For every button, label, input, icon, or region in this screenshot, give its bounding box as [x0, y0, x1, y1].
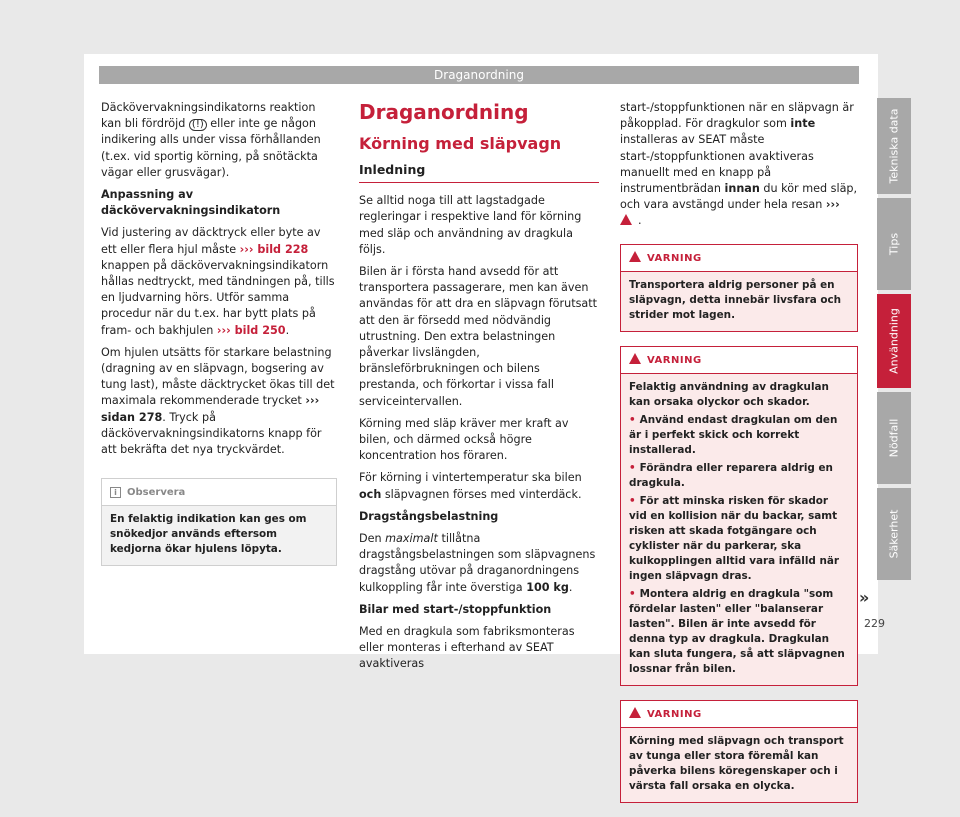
heading-startstop: Bilar med start-/stoppfunktion [359, 602, 552, 616]
warning-body [621, 374, 857, 685]
tab-label: Säkerhet [887, 509, 901, 559]
ref-link-warning[interactable]: ››› [825, 198, 840, 212]
heading-adjust: Anpassning av däckövervakningsindikatorn [101, 188, 281, 218]
page-number: 229 [864, 617, 885, 630]
text-bold: innan [724, 182, 760, 196]
text-italic: maximalt [385, 532, 438, 546]
text: Den [359, 532, 386, 546]
warning-intro: Felaktig användning av dragkulan kan orsaka olyckor och skador. [629, 381, 829, 409]
text: . Tryck på däckövervakningsindikatorns knapp för att bekräfta det nya tryckvärdet. [101, 410, 322, 457]
list-item: • Använd endast dragkulan om den är i perfekt skick och korrekt installerad. [629, 413, 849, 458]
warning-triangle-icon [620, 214, 632, 225]
text: installeras av SEAT måste start-/stoppfunktionen avaktiveras manuellt med en knapp på instrumentbrädan [620, 133, 814, 196]
text: start-/stoppfunktionen när en släpvagn är påkopplad. För dragkulor som [620, 101, 854, 131]
continue-marker: » [859, 588, 870, 607]
warning-label: VARNING [647, 252, 702, 264]
paragraph-purpose: Bilen är i första hand avsedd för att transportera passagerare, men kan även användas för att dra en släpvagn förutsatt att den är försedd med nödvändig utrustning. Den extra belastningen påverkar livslängden, bränsleförbrukningen och bilens prestanda, och förkortar i vissa fall serviceintervallen. [359, 265, 598, 408]
note-header [102, 479, 336, 506]
tab-tekniska-data[interactable] [877, 98, 911, 194]
paragraph-load [101, 345, 337, 458]
section-title: Draganordning [359, 100, 529, 124]
note-box [101, 478, 337, 566]
warning-text: Körning med släpvagn och transport av tunga eller stora föremål kan påverka bilens köregenskaper och i värsta fall orsaka en olycka. [621, 728, 857, 802]
text-bold: och [359, 487, 382, 501]
list-item: • Montera aldrig en dragkula "som fördelar lasten" eller "balanserar lasten". Bilen är inte avsedd för denna typ av dragkula. Dragkulan kan sluta fungera, så att släpvagnen lossnar från bilen. [629, 587, 849, 677]
warning-label: VARNING [647, 709, 702, 721]
warning-triangle-icon [629, 707, 641, 718]
text-bold: inte [790, 117, 816, 131]
paragraph-adjust [101, 225, 337, 338]
warning-header [621, 245, 857, 272]
tab-label: Nödfall [887, 418, 901, 458]
ref-link-228[interactable]: ››› bild 228 [239, 242, 309, 256]
tab-label: Tekniska data [887, 108, 901, 184]
column-middle [359, 100, 599, 679]
warning-box-1 [620, 244, 858, 332]
text: Om hjulen utsätts för starkare belastning (dragning av en släpvagn, bogsering av tung last), måste däcktrycket ökas till det maximala rekommenderade trycket [101, 345, 335, 408]
text: . [568, 580, 573, 594]
text: tillåtna dragstångsbelastningen som släpvagnens dragstång utövar på draganordningens kulkoppling får inte överstiga [359, 532, 596, 594]
paragraph-startstop-cont [620, 100, 858, 230]
warning-list [629, 413, 849, 677]
note-label: Observera [127, 487, 186, 499]
section-subtitle: Körning med släpvagn [359, 134, 562, 153]
text: För körning i vintertemperatur ska bilen [359, 471, 582, 485]
tab-anvandning[interactable] [877, 294, 911, 388]
text: knappen på däckövervakningsindikatorn hållas nedtryckt, med tändningen på, tills en ljudvarning hörs. Utför samma procedur när du t.ex. har bytt plats på fram- och bakhjulen [101, 258, 335, 337]
tab-nodfall[interactable] [877, 392, 911, 484]
text-bold: 100 kg [526, 580, 569, 594]
paragraph-drawbar [359, 531, 599, 596]
list-item: • Förändra eller reparera aldrig en dragkula. [629, 461, 849, 491]
warning-box-2 [620, 346, 858, 686]
paragraph-delay [101, 100, 337, 181]
text: du kör med släp, och vara avstängd under hela resan [620, 182, 858, 212]
warning-text: Transportera aldrig personer på en släpvagn, detta innebär livsfara och strider mot lagen. [621, 272, 857, 331]
warning-header [621, 701, 857, 728]
text: Vid justering av däcktryck eller byte av ett eller flera hjul måste [101, 226, 321, 256]
heading-drawbar: Dragstångsbelastning [359, 509, 499, 523]
note-text: En felaktig indikation kan ges om snökedjor används eftersom kedjorna ökar hjulens löpyta. [102, 506, 336, 565]
paragraph-startstop: Med en dragkula som fabriksmonteras eller monteras i efterhand av SEAT avaktiveras [359, 625, 575, 671]
warning-triangle-icon [629, 251, 641, 262]
info-icon: i [110, 487, 121, 498]
text: Däckövervakningsindikatorns reaktion kan bli fördröjd [101, 101, 316, 131]
page-header: Draganordning [99, 66, 859, 84]
text: . [638, 214, 642, 228]
ref-link-250[interactable]: ››› bild 250 [216, 323, 286, 337]
text: eller inte ge någon indikering alls under vissa förhållanden (t.ex. vid sportig körning, på snötäckta vägar eller grusvägar). [101, 117, 321, 179]
column-right [620, 100, 858, 817]
ref-link-278[interactable]: ››› sidan 278 [101, 394, 320, 424]
warning-label: VARNING [647, 354, 702, 366]
warning-triangle-icon [629, 353, 641, 364]
tab-label: Användning [887, 308, 901, 374]
intro-heading: Inledning [359, 162, 599, 183]
warning-header [621, 347, 857, 374]
tire-warning-icon: (!) [189, 119, 207, 131]
tab-label: Tips [887, 232, 901, 256]
tab-sakerhet[interactable] [877, 488, 911, 580]
paragraph-winter [359, 470, 599, 502]
list-item: • För att minska risken för skador vid en kollision när du backar, samt risken att skada fotgängare och cyklister när du parkerar, ska kulkopplingen alltid vara infälld när ingen släpvagn dras. [629, 494, 849, 584]
column-left [101, 100, 337, 566]
text: . [285, 323, 290, 337]
tab-tips[interactable] [877, 198, 911, 290]
paragraph-regulations: Se alltid noga till att lagstadgade regleringar i respektive land för körning med släp och användning av dragkula följs. [359, 194, 582, 256]
text: släpvagnen förses med vinterdäck. [381, 487, 582, 501]
warning-box-3 [620, 700, 858, 803]
paragraph-concentration: Körning med släp kräver mer kraft av bilen, och därmed också högre koncentration hos föraren. [359, 416, 569, 463]
